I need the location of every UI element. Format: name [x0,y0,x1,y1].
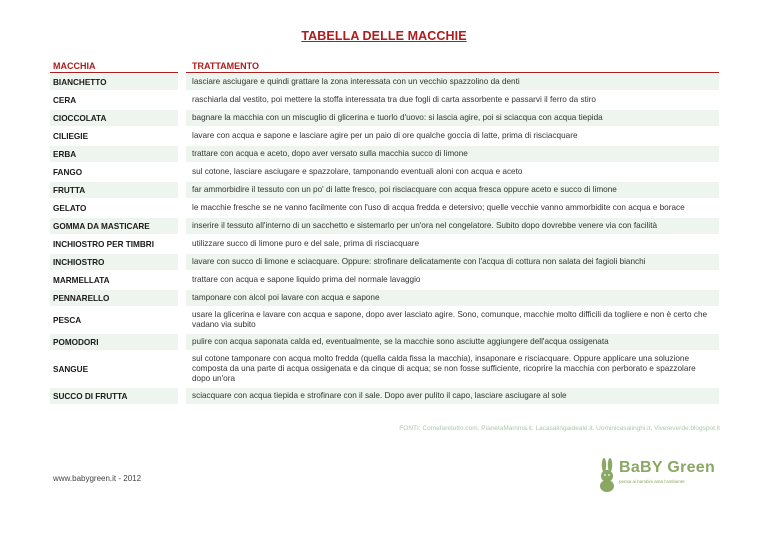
page-title: TABELLA DELLE MACCHIE [301,29,467,43]
treatment-text: sul cotone, lasciare asciugare e spazzolare, tamponando eventuali aloni con acqua e aceto [192,167,523,176]
table-row [50,388,719,404]
treatment-text: far ammorbidire il tessuto con un po' di latte fresco, poi risciacquare con acqua fresca oppure aceto e succo di limone [186,182,719,198]
stain-name: PENNARELLO [50,290,178,306]
stain-table [50,74,719,406]
treatment-text: tamponare con alcol poi lavare con acqua e sapone [186,290,719,306]
stain-name: INCHIOSTRO PER TIMBRI [53,239,154,249]
logo-tagline: pensa ai bambini ama l'ambiente [619,479,685,484]
table-row [50,218,719,234]
stain-name: CIOCCOLATA [50,110,178,126]
treatment-text: bagnare la macchia con un miscuglio di glicerina e tuorlo d'uovo: si lascia agire, poi si sciacqua con acqua tiepida [186,110,719,126]
treatment-text: le macchie fresche se ne vanno facilmente con l'uso di acqua fredda e detersivo; quelle vecchie vanno ammorbidite con acqua e borace [192,203,685,212]
table-row [50,110,719,126]
bunny-icon [597,458,617,492]
table-row [50,182,719,198]
table-row [50,200,719,216]
stain-name: BIANCHETTO [50,74,178,90]
table-row [50,128,719,144]
sources-note: FONTI: Comefaretutto.com, PianetaMamma.it, Lacasalingaideale.it, Uominicasalinghi.it, Vivereverde.blogspot.it [399,425,720,432]
table-row [50,146,719,162]
header-divider [186,72,719,73]
table-row [50,236,719,252]
treatment-text: utilizzare succo di limone puro e del sale, prima di risciacquare [192,239,420,248]
stain-name: POMODORI [50,334,178,350]
table-row [50,352,719,386]
treatment-text: lavare con succo di limone e sciacquare. Oppure: strofinare delicatamente con l'acqua di cottura non salata dei fagioli bianchi [186,254,719,270]
stain-name: ERBA [50,146,178,162]
table-row [50,334,719,350]
treatment-text: trattare con acqua e sapone liquido prima del normale lavaggio [192,275,421,284]
stain-name: INCHIOSTRO [50,254,178,270]
stain-name: GOMMA DA MASTICARE [50,218,178,234]
table-row [50,92,719,108]
stain-name: PESCA [53,315,82,325]
table-row [50,254,719,270]
stain-name: SUCCO DI FRUTTA [50,388,178,404]
stain-name: FRUTTA [50,182,178,198]
treatment-text: inserire il tessuto all'interno di un sacchetto e sistemarlo per un'ora nel congelatore. Subito dopo dovrebbe venere via con facilità [186,218,719,234]
table-row [50,272,719,288]
treatment-text: trattare con acqua e aceto, dopo aver versato sulla macchia succo di limone [186,146,719,162]
treatment-text: sul cotone tamponare con acqua molto fredda (quella calda fissa la macchia), insaponare e risciacquare. Oppure applicare una soluzione composta da una parte di acqua ossigenata e da cinque di acqua; se non fosse sufficiente, ricoprire la macchia con perborato e spazzolare dopo un'ora [192,354,696,383]
stain-name: MARMELLATA [53,275,110,285]
header-trattamento: TRATTAMENTO [192,61,259,71]
treatment-text: pulire con acqua saponata calda ed, eventualmente, se la macchie sono asciutte aggiungere dell'acqua ossigenata [186,334,719,350]
table-row [50,164,719,180]
table-row [50,290,719,306]
treatment-text: raschiarla dal vestito, poi mettere la stoffa interessata tra due fogli di carta assorbente e passarvi il ferro da stiro [192,95,596,104]
table-row [50,74,719,90]
header-macchia: MACCHIA [53,61,96,71]
treatment-text: lavare con acqua e sapone e lasciare agire per un paio di ore qualche goccia di latte, prima di risciacquare [192,131,578,140]
treatment-text: sciacquare con acqua tiepida e strofinare con il sale. Dopo aver pulito il capo, lasciare asciugare al sole [186,388,719,404]
treatment-text: lasciare asciugare e quindi grattare la zona interessata con un vecchio spazzolino da denti [186,74,719,90]
header-divider [50,72,178,73]
stain-name: FANGO [53,167,83,177]
stain-name: GELATO [53,203,87,213]
stain-name: SANGUE [53,364,89,374]
stain-name: CERA [53,95,77,105]
footer-url: www.babygreen.it - 2012 [53,474,142,483]
babygreen-logo [597,456,722,496]
stain-name: CILIEGIE [53,131,89,141]
treatment-text: usare la glicerina e lavare con acqua e sapone, dopo aver lasciato agire. Sono, comunque, macchie molto difficili da togliere e non è certo che vadano via subito [192,310,708,329]
table-row [50,308,719,332]
logo-text: BaBY Green [619,459,716,476]
